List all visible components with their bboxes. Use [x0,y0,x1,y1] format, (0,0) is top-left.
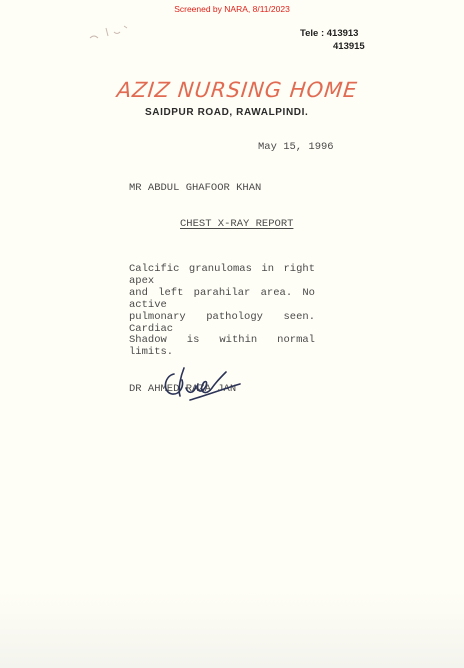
tele-number: 413915 [333,41,365,52]
report-body-line: pulmonary pathology seen. Cardiac [129,311,315,335]
handwritten-signature [160,362,248,408]
report-body-line: Shadow is within normal limits. [129,334,315,358]
stray-pen-marks [84,18,134,48]
doctor-name: DR AHMED RAZA JAN [129,383,237,395]
screening-stamp: Screened by NARA, 8/11/2023 [174,4,290,14]
telephone-block [300,27,365,53]
hospital-address: SAIDPUR ROAD, RAWALPINDI. [145,107,309,118]
tele-number: 413913 [326,28,359,39]
report-date: May 15, 1996 [258,141,334,153]
tele-label: Tele : [300,28,325,39]
patient-name: MR ABDUL GHAFOOR KHAN [129,182,262,194]
report-title: CHEST X-RAY REPORT [180,218,294,230]
report-body-line: Calcific granulomas in right apex [129,263,315,287]
report-body-line: and left parahilar area. No active [129,287,315,311]
hospital-name: AZIZ NURSING HOME [115,78,359,102]
